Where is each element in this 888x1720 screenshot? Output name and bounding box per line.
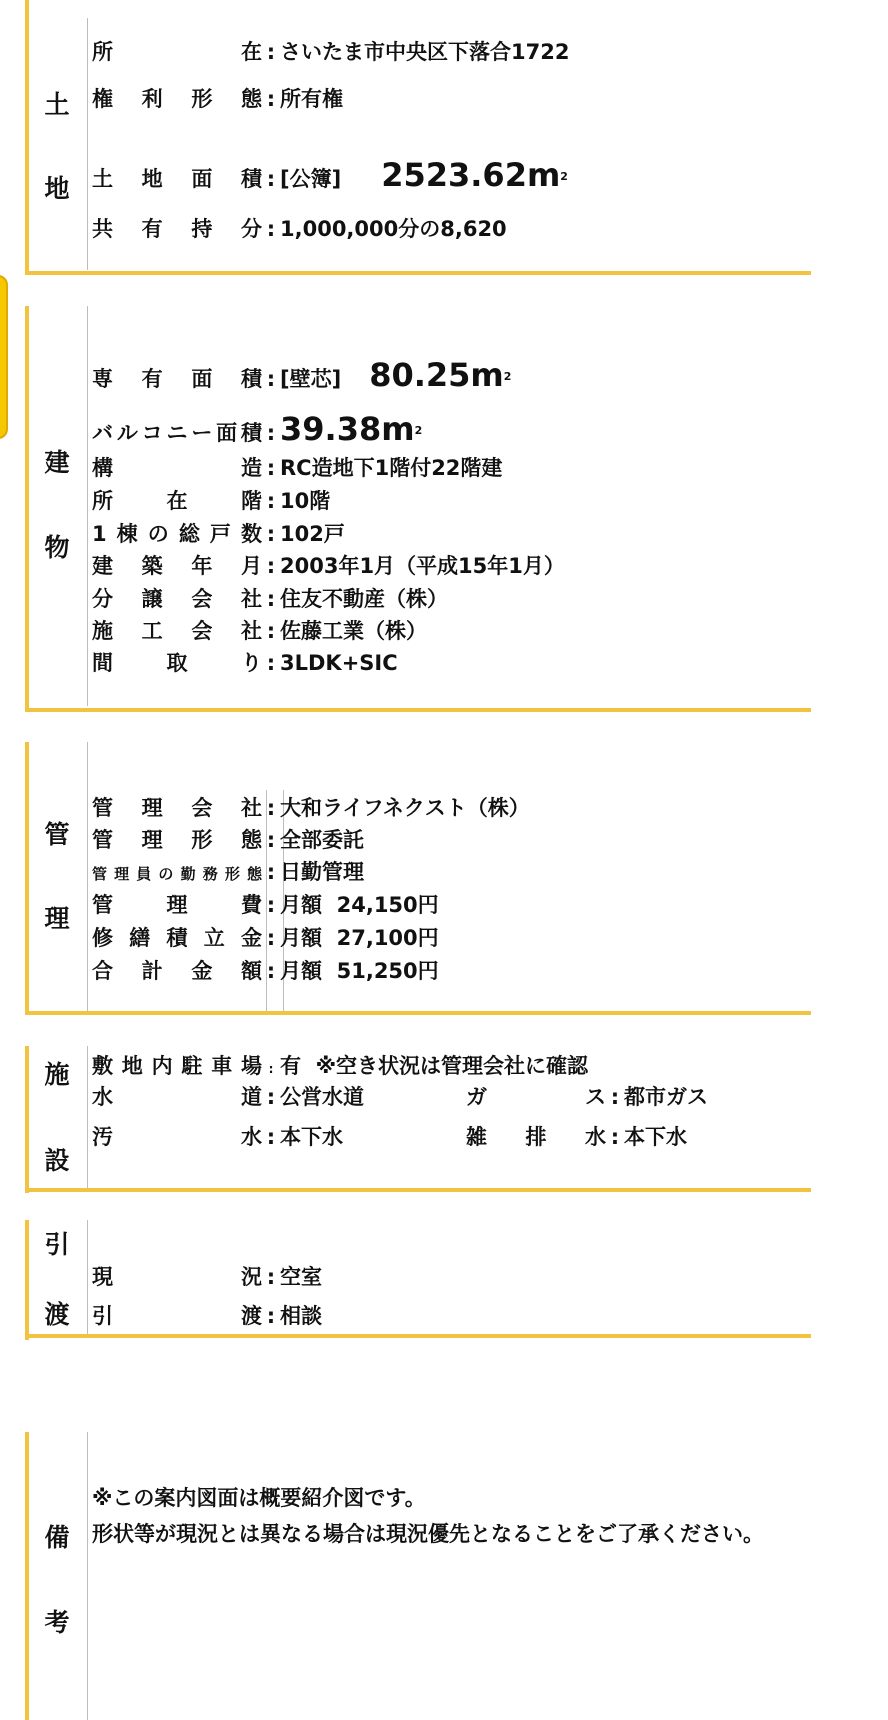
label: 土地面積 (92, 167, 262, 191)
tag: [壁芯] (280, 367, 342, 391)
value: 空室 (280, 1265, 322, 1289)
facilities-row-sewage: 汚水 : 本下水 (92, 1121, 343, 1151)
label: 専有面積 (92, 367, 262, 391)
building-row-layout: 間取り : 3LDK+SIC (92, 647, 398, 677)
remarks-divider (87, 1432, 88, 1720)
facilities-row-drainage: 雑排水 : 本下水 (466, 1121, 687, 1151)
facilities-bottom-bar (25, 1188, 811, 1192)
label: 構造 (92, 456, 262, 480)
unit-sup: 2 (503, 370, 512, 383)
building-row-area: 専有面積 : [壁芯] 80.25m 2 (92, 356, 512, 394)
management-accent-bar (25, 742, 29, 1015)
label: ガス (466, 1085, 606, 1109)
label: 所在 (92, 40, 262, 64)
label: 建築年月 (92, 554, 262, 578)
label: 水道 (92, 1085, 262, 1109)
label: 間取り (92, 651, 262, 675)
facilities-row-water: 水道 : 公営水道 (92, 1081, 364, 1111)
remarks-accent-bar (25, 1432, 29, 1720)
building-row-structure: 構造 : RC造地下1階付22階建 (92, 452, 502, 482)
land-row-area: 土地面積 : [公簿] 2523.62m 2 (92, 156, 568, 194)
land-row-rights: 権利形態 : 所有権 (92, 83, 343, 113)
management-row-company: 管理会社 : 大和ライフネクスト（株） (92, 792, 530, 822)
value: 都市ガス (624, 1085, 708, 1109)
facilities-row-parking: 敷地内駐車場 : 有 ※空き状況は管理会社に確認 (92, 1050, 588, 1080)
value: 本下水 (624, 1125, 687, 1149)
management-row-type: 管理形態 : 全部委託 (92, 824, 364, 854)
handover-bottom-bar (25, 1334, 811, 1338)
label: 引渡 (92, 1304, 262, 1328)
label: 分譲会社 (92, 587, 262, 611)
management-row-staff: 管理員の勤務形態 : 日勤管理 (92, 856, 364, 886)
management-title-2: 理 (44, 904, 70, 933)
facilities-row-gas: ガス : 都市ガス (466, 1081, 708, 1111)
building-title-1: 建 (44, 448, 70, 477)
handover-divider (87, 1220, 88, 1336)
value: 80.25m (369, 356, 504, 394)
label: バルコニー面積 (92, 421, 262, 445)
building-row-built: 建築年月 : 2003年1月（平成15年1月） (92, 550, 565, 580)
value: 日勤管理 (280, 860, 364, 884)
remarks-line-2: 形状等が現況とは異なる場合は現況優先となることをご了承ください。 (92, 1522, 764, 1546)
remarks-title-1: 備 (44, 1523, 70, 1552)
tag: [公簿] (280, 167, 342, 191)
management-title-1: 管 (44, 820, 70, 849)
building-row-balcony: バルコニー面積 : 39.38m 2 (92, 410, 423, 448)
label: 1棟の総戸数 (92, 522, 262, 546)
building-accent-bar (25, 306, 29, 712)
label: 雑排水 (466, 1125, 606, 1149)
remarks-line-1: ※この案内図面は概要紹介図です。 (92, 1486, 426, 1510)
value: 全部委託 (280, 828, 364, 852)
land-accent-bar (25, 0, 29, 275)
value: 39.38m (280, 410, 415, 448)
handover-row-status: 現況 : 空室 (92, 1261, 322, 1291)
value: 102戸 (280, 522, 345, 546)
facilities-accent-bar (25, 1046, 29, 1193)
value: さいたま市中央区下落合1722 (280, 40, 570, 64)
land-title-1: 土 (44, 90, 70, 119)
management-row-total: 合計金額 : 月額 51,250円 (92, 955, 439, 985)
building-row-developer: 分譲会社 : 住友不動産（株） (92, 583, 448, 613)
label: 共有持分 (92, 217, 262, 241)
value: 佐藤工業（株） (280, 619, 427, 643)
value: 2523.62m (381, 156, 561, 194)
label: 権利形態 (92, 87, 262, 111)
land-divider (87, 18, 88, 270)
value: 大和ライフネクスト（株） (280, 796, 530, 820)
value: 1,000,000分の8,620 (280, 217, 507, 241)
value: 有 ※空き状況は管理会社に確認 (280, 1054, 589, 1078)
land-bottom-bar (25, 271, 811, 275)
building-row-contractor: 施工会社 : 佐藤工業（株） (92, 615, 427, 645)
handover-accent-bar (25, 1220, 29, 1340)
management-divider (87, 742, 88, 1012)
label: 敷地内駐車場 (92, 1054, 262, 1078)
building-row-units: 1棟の総戸数 : 102戸 (92, 518, 345, 548)
unit-sup: 2 (560, 170, 568, 183)
handover-title-1: 引 (44, 1230, 70, 1259)
value: 2003年1月（平成15年1月） (280, 554, 565, 578)
value: 本下水 (280, 1125, 343, 1149)
side-tab-marker (0, 275, 8, 439)
facilities-title-1: 施 (44, 1060, 70, 1089)
label: 汚水 (92, 1125, 262, 1149)
value: 月額 27,100円 (280, 926, 439, 950)
label: 所在階 (92, 489, 262, 513)
value: 住友不動産（株） (280, 587, 448, 611)
building-bottom-bar (25, 708, 811, 712)
value: 月額 24,150円 (280, 893, 439, 917)
value: RC造地下1階付22階建 (280, 456, 503, 480)
label: 管理員の勤務形態 (92, 865, 262, 883)
value: 相談 (280, 1304, 322, 1328)
label: 施工会社 (92, 619, 262, 643)
handover-title-2: 渡 (44, 1300, 70, 1329)
value: 所有権 (280, 87, 343, 111)
label: 現況 (92, 1265, 262, 1289)
label: 管理会社 (92, 796, 262, 820)
value: 月額 51,250円 (280, 959, 439, 983)
building-divider (87, 306, 88, 706)
management-row-reserve: 修繕積立金 : 月額 27,100円 (92, 922, 439, 952)
label: 修繕積立金 (92, 926, 262, 950)
unit-sup: 2 (414, 424, 423, 437)
management-bottom-bar (25, 1011, 811, 1015)
remarks-title-2: 考 (44, 1608, 70, 1637)
value: 3LDK+SIC (280, 651, 398, 675)
land-title-2: 地 (44, 174, 70, 203)
facilities-title-2: 設 (44, 1146, 70, 1175)
label: 管理形態 (92, 828, 262, 852)
handover-row-delivery: 引渡 : 相談 (92, 1300, 322, 1330)
value: 10階 (280, 489, 331, 513)
label: 合計金額 (92, 959, 262, 983)
management-row-fee: 管理費 : 月額 24,150円 (92, 889, 439, 919)
value: 公営水道 (280, 1085, 364, 1109)
land-row-location: 所在 : さいたま市中央区下落合1722 (92, 36, 569, 66)
label: 管理費 (92, 893, 262, 917)
facilities-divider (87, 1046, 88, 1189)
land-row-share: 共有持分 : 1,000,000分の8,620 (92, 213, 507, 243)
building-title-2: 物 (44, 533, 70, 562)
building-row-floor: 所在階 : 10階 (92, 485, 330, 515)
